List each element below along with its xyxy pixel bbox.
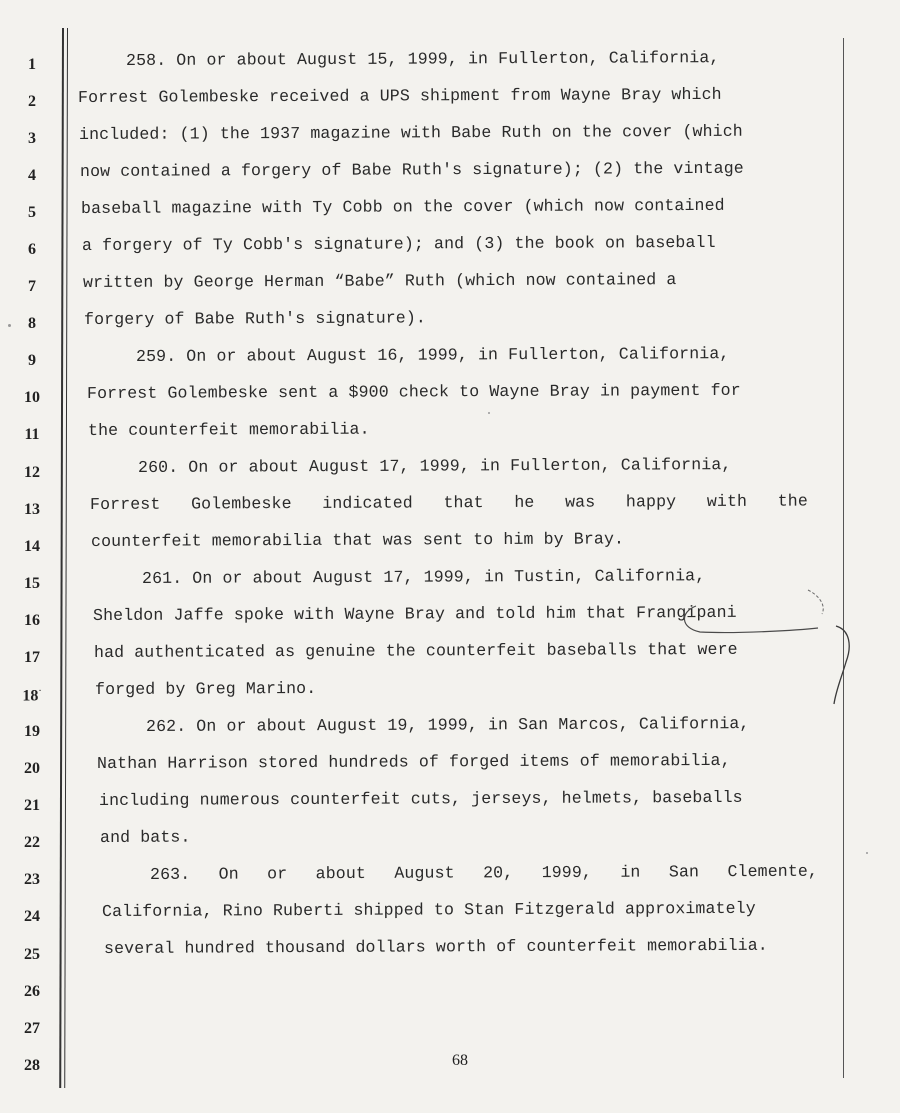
line-number: 14	[24, 538, 40, 555]
text-line: now contained a forgery of Babe Ruth's signature); (2) the vintage	[79, 158, 744, 181]
text-line: including numerous counterfeit cuts, jerseys, helmets, baseballs	[98, 787, 743, 810]
speck-mark	[866, 852, 868, 854]
line-number: 4	[28, 167, 36, 184]
line-number: 7	[28, 278, 36, 295]
text-line: and bats.	[99, 827, 191, 847]
line-number: 26	[24, 983, 40, 1000]
speck-mark	[8, 324, 11, 327]
text-line: included: (1) the 1937 magazine with Babe Ruth on the cover (which	[78, 121, 743, 144]
line-number: 9	[28, 352, 36, 369]
speck-mark	[488, 412, 490, 414]
speck-mark: ·	[38, 686, 42, 697]
line-number: 5	[28, 204, 36, 221]
text-word: he	[514, 492, 535, 512]
text-word: San	[668, 862, 700, 882]
text-line: 260. On or about August 17, 1999, in Fullerton, California,	[137, 455, 732, 477]
text-word: with	[706, 491, 748, 511]
text-word: Clemente,	[727, 861, 819, 882]
bracket-mark	[834, 626, 849, 704]
text-line: Nathan Harrison stored hundreds of forged items of memorabilia,	[96, 750, 731, 773]
line-number: 24	[24, 908, 40, 925]
line-number: 10	[24, 389, 40, 406]
text-word: that	[443, 493, 484, 513]
text-line: forged by Greg Marino.	[94, 678, 317, 699]
text-line: baseball magazine with Ty Cobb on the cover (which now contained	[80, 195, 725, 218]
text-line: had authenticated as genuine the counterfeit baseballs that were	[93, 639, 738, 662]
line-number: 21	[24, 797, 40, 814]
line-number: 2	[28, 93, 36, 110]
text-word: about	[315, 863, 366, 884]
text-word: 263.	[149, 864, 191, 884]
line-number: 17	[24, 649, 40, 666]
text-line: written by George Herman “Babe” Ruth (which now contained a	[82, 270, 677, 292]
text-line: forgery of Babe Ruth's signature).	[83, 308, 427, 329]
line-number: 27	[24, 1020, 40, 1037]
line-number: 13	[24, 501, 40, 518]
line-number: 3	[28, 130, 36, 147]
text-line: Forrest Golembeske received a UPS shipment from Wayne Bray which	[77, 84, 722, 107]
line-number: 1	[28, 56, 36, 73]
text-line: the counterfeit memorabilia.	[87, 419, 370, 440]
text-word: 1999,	[541, 862, 593, 883]
text-word: Golembeske	[190, 494, 292, 514]
line-number: 12	[24, 464, 40, 481]
line-number: 28	[24, 1057, 40, 1074]
text-line: counterfeit memorabilia that was sent to him by Bray.	[90, 529, 625, 551]
text-line: a forgery of Ty Cobb's signature); and (3) the book on baseball	[81, 232, 716, 255]
text-line: several hundred thousand dollars worth of counterfeit memorabilia.	[103, 935, 768, 958]
line-number: 6	[28, 241, 36, 258]
text-word: the	[777, 491, 808, 511]
line-number: 18·	[22, 686, 42, 705]
page-number: 68	[452, 1052, 468, 1069]
text-word: was	[565, 492, 596, 512]
text-line: 259. On or about August 16, 1999, in Fullerton, California,	[135, 344, 730, 366]
line-number: 19	[24, 723, 40, 740]
circle-mark-frangipani	[684, 606, 818, 633]
text-word: happy	[625, 492, 677, 512]
line-number: 25	[24, 946, 40, 963]
text-word: Forrest	[89, 494, 161, 514]
text-word: 20,	[483, 863, 514, 883]
line-number: 20	[24, 760, 40, 777]
text-word: or	[267, 864, 288, 884]
text-word: August	[394, 863, 455, 883]
text-line: 258. On or about August 15, 1999, in Fullerton, California,	[125, 48, 720, 70]
line-number: 22	[24, 834, 40, 851]
text-word: indicated	[322, 493, 413, 513]
dash-mark	[808, 590, 823, 614]
text-word: in	[620, 862, 641, 882]
line-number: 23	[24, 871, 40, 888]
text-line: 261. On or about August 17, 1999, in Tustin, California,	[141, 566, 706, 588]
text-line: Forrest Golembeske sent a $900 check to Wayne Bray in payment for	[86, 380, 741, 403]
text-word: On	[218, 864, 239, 884]
text-line: 262. On or about August 19, 1999, in San Marcos, California,	[145, 714, 750, 736]
line-number: 16	[24, 612, 40, 629]
line-number: 11	[24, 426, 40, 443]
line-number: 15	[24, 575, 40, 592]
text-line: California, Rino Ruberti shipped to Stan Fitzgerald approximately	[101, 898, 756, 921]
line-number: 8	[28, 315, 36, 332]
text-line: Sheldon Jaffe spoke with Wayne Bray and told him that Frangipani	[92, 602, 737, 625]
